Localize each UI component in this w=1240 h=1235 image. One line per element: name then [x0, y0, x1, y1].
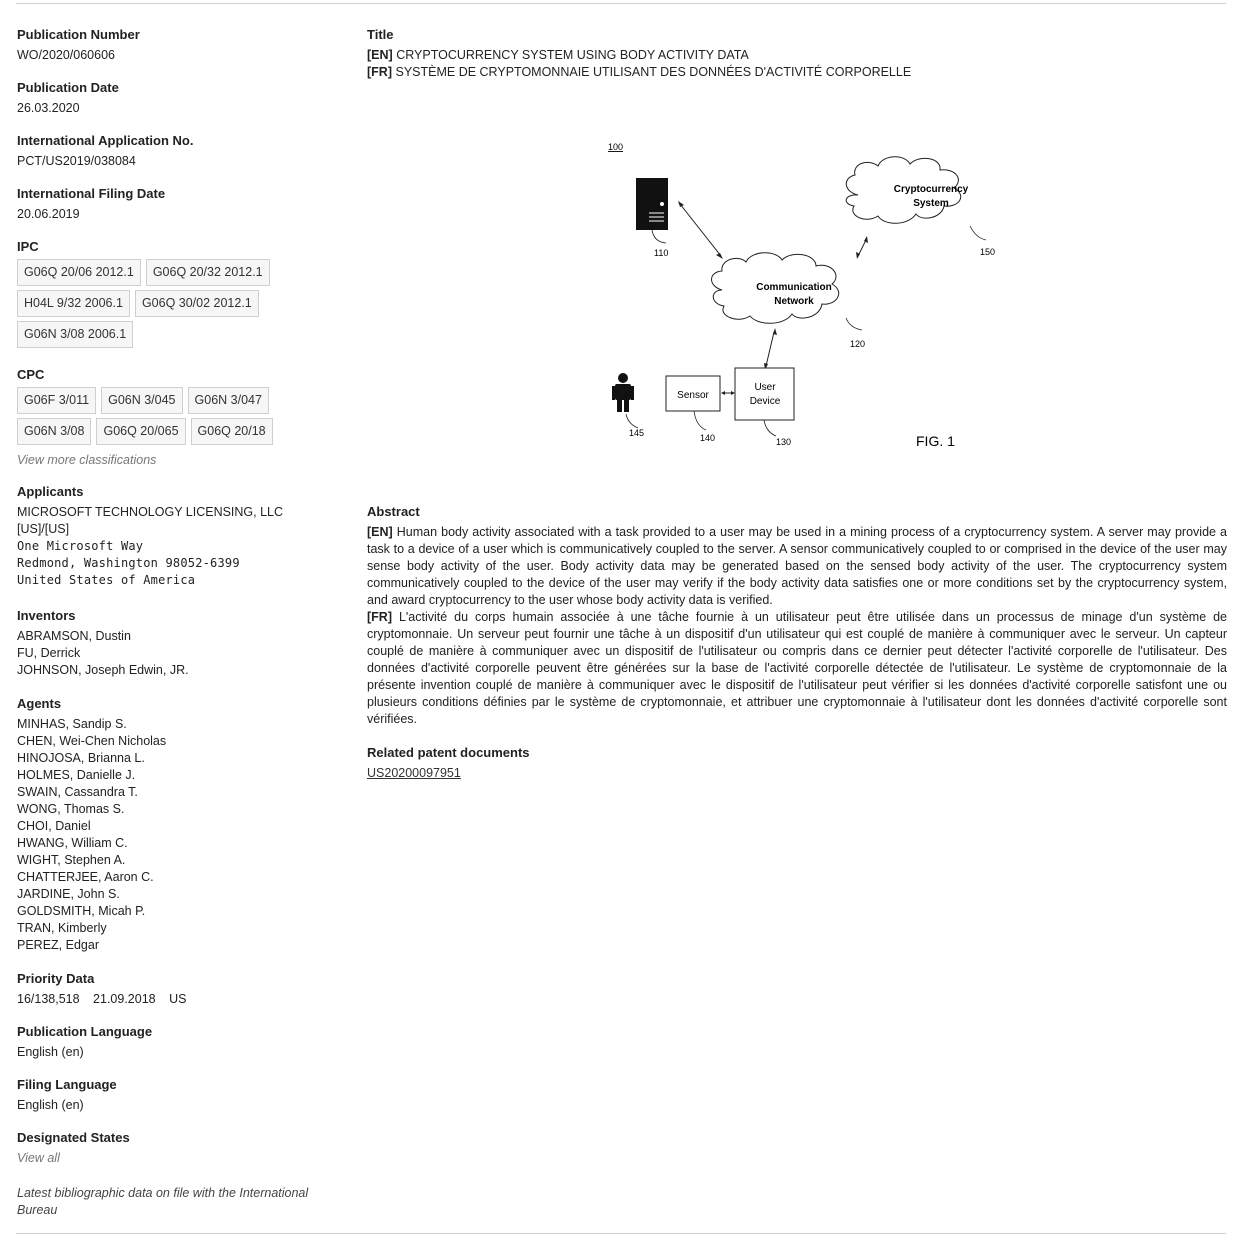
sensor-box [666, 376, 720, 411]
cryptocurrency-system-cloud [846, 157, 969, 224]
user-device-label-line2: Device [749, 396, 781, 407]
related-documents-section [367, 744, 530, 782]
ref-140-label: 140 [700, 433, 716, 443]
abstract-fr [367, 609, 1227, 728]
priority-number: 16/138,518 [17, 992, 80, 1006]
publication-language-label: Publication Language [17, 1024, 153, 1039]
priority-data-label: Priority Data [17, 971, 95, 986]
patent-drawing-figure [590, 130, 1030, 460]
cpc-chip-list [17, 387, 317, 449]
communication-network-cloud [712, 253, 839, 324]
user-device-box [735, 368, 794, 420]
title-en-text: CRYPTOCURRENCY SYSTEM USING BODY ACTIVITY DATA [396, 48, 749, 62]
abstract-label: Abstract [367, 504, 420, 519]
ref-120-label: 120 [850, 339, 866, 349]
agent-name: WIGHT, Stephen A. [17, 853, 126, 867]
agent-name: WONG, Thomas S. [17, 802, 125, 816]
ref-110-label: 110 [654, 248, 669, 258]
bibliographic-panel [17, 26, 347, 1219]
ipc-field [17, 238, 347, 352]
agents-field [17, 695, 347, 954]
publication-number-value: WO/2020/060606 [17, 48, 115, 62]
ref-100-label: 100 [608, 142, 624, 152]
ipc-chip[interactable]: G06Q 30/02 2012.1 [135, 290, 259, 317]
priority-country: US [169, 992, 187, 1006]
agent-name: CHEN, Wei-Chen Nicholas [17, 734, 167, 748]
user-person-icon [612, 373, 634, 412]
title-section [367, 26, 1227, 81]
agent-name: CHOI, Daniel [17, 819, 91, 833]
communication-network-label-line2: Network [774, 296, 814, 307]
applicants-field [17, 483, 347, 589]
language-tag-fr: [FR] [367, 65, 392, 79]
server-network-connector [680, 204, 721, 256]
ref-150-label: 150 [980, 247, 996, 257]
title-label: Title [367, 27, 394, 42]
cpc-chip[interactable]: G06N 3/08 [17, 418, 91, 445]
view-all-designated-states-link[interactable]: View all [17, 1151, 60, 1165]
priority-date: 21.09.2018 [93, 992, 156, 1006]
abstract-en-text: Human body activity associated with a task provided to a user may be used in a mining process of a cryptocurrency system. A server may provide a task to a device of a user which is communicatively coupled to the server. A sensor communicatively coupled to or comprised in the device of the user may sense body activity of the user. Body activity data may be generated based on the sensed body activity of the user. The cryptocurrency system communicatively coupled to the device of the user may verify if the body activity data satisfies one or more conditions set by the cryptocurrency system, and award cryptocurrency to the user whose body activity data is verified. [367, 525, 1227, 607]
cpc-chip[interactable]: G06N 3/047 [188, 387, 269, 414]
application-number-label: International Application No. [17, 133, 194, 148]
agent-name: JARDINE, John S. [17, 887, 120, 901]
view-more-classifications-link[interactable]: View more classifications [17, 453, 157, 467]
cpc-chip[interactable]: G06N 3/045 [101, 387, 182, 414]
title-fr-text: SYSTÈME DE CRYPTOMONNAIE UTILISANT DES DONNÉES D'ACTIVITÉ CORPORELLE [395, 65, 912, 79]
agent-name: GOLDSMITH, Micah P. [17, 904, 146, 918]
cpc-chip[interactable]: G06Q 20/065 [96, 418, 185, 445]
applicant-address-line: United States of America [17, 573, 196, 587]
ref-145-label: 145 [629, 428, 645, 438]
applicant-address-line: One Microsoft Way [17, 539, 144, 553]
publication-language-value: English (en) [17, 1045, 84, 1059]
language-tag-fr: [FR] [367, 610, 392, 624]
application-number-value: PCT/US2019/038084 [17, 154, 136, 168]
inventors-label: Inventors [17, 608, 76, 623]
abstract-fr-text: L'activité du corps humain associée à une tâche fournie à un utilisateur peut être utilisée dans un processus de minage d'un système de cryptomonnaie. Un serveur peut fournir une tâche à un dispositif d'un utilisateur qui est couplé de manière à communiquer avec le serveur. Un capteur couplé de manière à communiquer avec un dispositif de l'utilisateur ou compris dans ce dernier peut détecter l'activité corporelle de l'utilisateur. Des données d'activité corporelle peuvent être générées sur la base de l'activité corporelle détectée de l'utilisateur. Le système de cryptomonnaie de la présente invention couplé de manière à communiquer avec le dispositif de l'utilisateur peut vérifier si les données d'activité corporelle satisfont une ou plusieurs conditions définies par le système de cryptomonnaie, et attribuer une cryptomonnaie à l'utilisateur dont les données d'activité corporelle sont vérifiées. [367, 610, 1227, 726]
bibliographic-footnote: Latest bibliographic data on file with the International Bureau [17, 1186, 309, 1217]
inventor-name: FU, Derrick [17, 646, 81, 660]
filing-date-field [17, 185, 347, 223]
publication-date-value: 26.03.2020 [17, 101, 80, 115]
applicant-states: [US]/[US] [17, 522, 70, 536]
priority-data-field [17, 970, 347, 1008]
publication-language-field [17, 1023, 347, 1061]
filing-language-label: Filing Language [17, 1077, 117, 1092]
ipc-chip-list [17, 259, 317, 352]
agent-name: HINOJOSA, Brianna L. [17, 751, 145, 765]
filing-date-value: 20.06.2019 [17, 207, 80, 221]
title-fr [367, 64, 1227, 81]
application-number-field [17, 132, 347, 170]
abstract-section [367, 503, 1227, 728]
designated-states-label: Designated States [17, 1130, 130, 1145]
related-document-link[interactable]: US20200097951 [367, 766, 461, 780]
inventor-name: ABRAMSON, Dustin [17, 629, 131, 643]
publication-number-field [17, 26, 347, 64]
publication-date-field [17, 79, 347, 117]
applicant-address-line: Redmond, Washington 98052-6399 [17, 556, 240, 570]
designated-states-field [17, 1129, 347, 1167]
abstract-en [367, 524, 1227, 609]
agent-name: MINHAS, Sandip S. [17, 717, 127, 731]
ref-130-label: 130 [776, 437, 792, 447]
inventor-name: JOHNSON, Joseph Edwin, JR. [17, 663, 189, 677]
cpc-field [17, 366, 347, 469]
figure-caption: FIG. 1 [916, 433, 955, 449]
agent-name: HWANG, William C. [17, 836, 128, 850]
title-en [367, 47, 1227, 64]
related-documents-label: Related patent documents [367, 745, 530, 760]
language-tag-en: [EN] [367, 48, 393, 62]
agents-label: Agents [17, 696, 62, 711]
cpc-chip[interactable]: G06F 3/011 [17, 387, 96, 414]
language-tag-en: [EN] [367, 525, 393, 539]
ipc-chip[interactable]: G06Q 20/06 2012.1 [17, 259, 141, 286]
user-device-label-line1: User [754, 382, 776, 393]
top-divider [16, 3, 1226, 4]
ipc-chip[interactable]: G06Q 20/32 2012.1 [146, 259, 270, 286]
agent-name: PEREZ, Edgar [17, 938, 99, 952]
applicant-name: MICROSOFT TECHNOLOGY LICENSING, LLC [17, 505, 284, 519]
cryptocurrency-system-label-line1: Cryptocurrency [893, 184, 969, 195]
bottom-divider [16, 1233, 1226, 1234]
server-icon [636, 178, 668, 230]
publication-date-label: Publication Date [17, 80, 119, 95]
communication-network-label-line1: Communication [756, 282, 832, 293]
agent-name: TRAN, Kimberly [17, 921, 107, 935]
agent-name: SWAIN, Cassandra T. [17, 785, 138, 799]
filing-language-field [17, 1076, 347, 1114]
filing-date-label: International Filing Date [17, 186, 166, 201]
cpc-chip[interactable]: G06Q 20/18 [191, 418, 273, 445]
ipc-label: IPC [17, 239, 39, 254]
cpc-label: CPC [17, 367, 45, 382]
inventors-field [17, 607, 347, 679]
network-device-connector [766, 332, 774, 366]
publication-number-label: Publication Number [17, 27, 140, 42]
sensor-label: Sensor [677, 390, 709, 401]
ipc-chip[interactable]: H04L 9/32 2006.1 [17, 290, 130, 317]
ipc-chip[interactable]: G06N 3/08 2006.1 [17, 321, 133, 348]
applicants-label: Applicants [17, 484, 84, 499]
filing-language-value: English (en) [17, 1098, 84, 1112]
cryptocurrency-system-label-line2: System [913, 198, 949, 209]
agent-name: CHATTERJEE, Aaron C. [17, 870, 154, 884]
agent-name: HOLMES, Danielle J. [17, 768, 136, 782]
